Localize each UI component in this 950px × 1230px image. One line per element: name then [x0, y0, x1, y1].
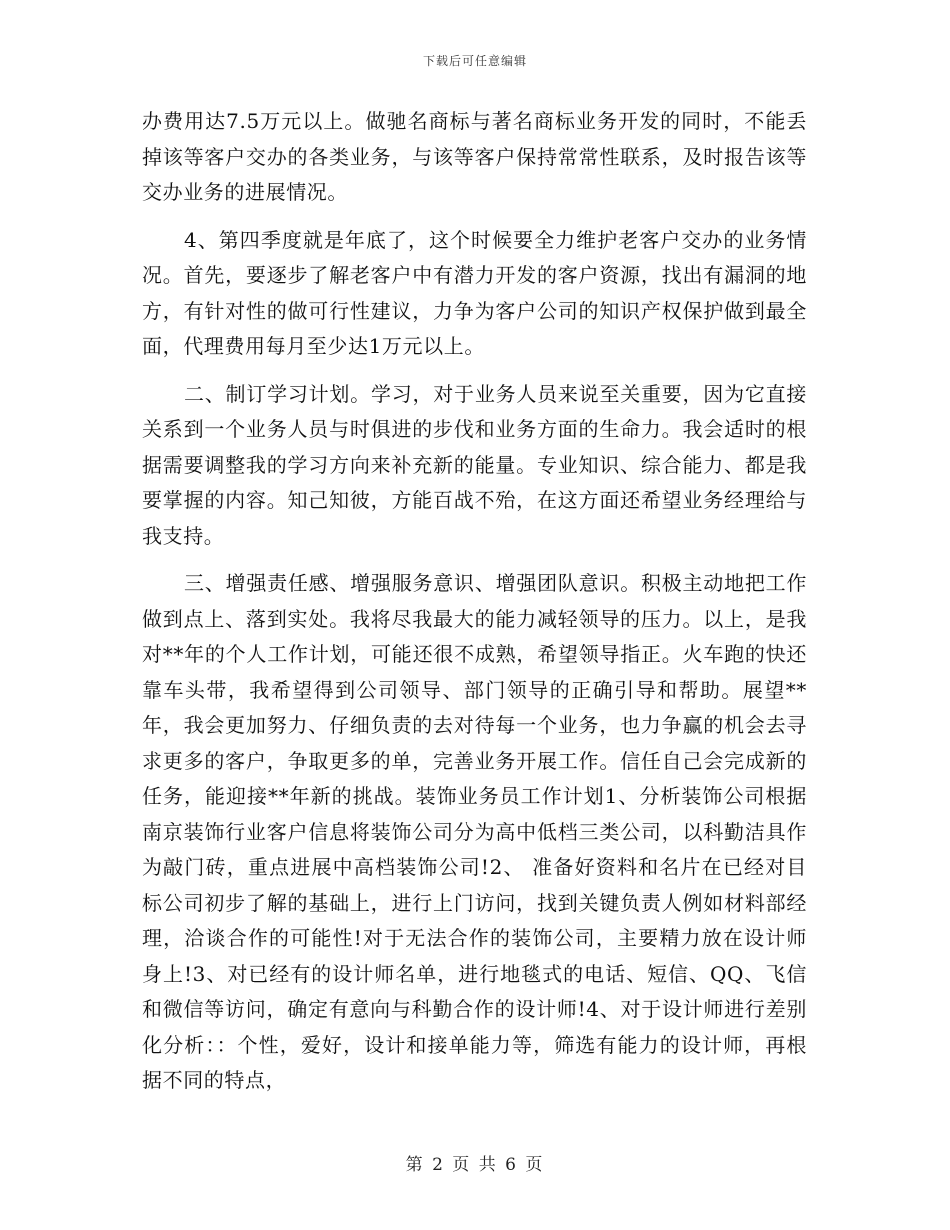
- page-header: 下载后可任意编辑: [422, 54, 527, 68]
- paragraph-4: 三、增强责任感、增强服务意识、增强团队意识。积极主动地把工作做到点上、落到实处。我将尽我最大的能力减轻领导的压力。以上，是我对**年的个人工作计划，可能还很不成熟，希望领导指正。火车跑的快还靠车头带，我希望得到公司领导、部门领导的正确引导和帮助。展望**年，我会更加努力、仔细负责的去对待每一个业务，也力争赢的机会去寻求更多的客户，争取更多的单，完善业务开展工作。信任自己会完成新的任务，能迎接**年新的挑战。装饰业务员工作计划1、分析装饰公司根据南京装饰行业客户信息将装饰公司分为高中低档三类公司，以科勤洁具作为敲门砖，重点进展中高档装饰公司!2、 准备好资料和名片在已经对目标公司初步了解的基础上，进行上门访问，找到关键负责人例如材料部经理，洽谈合作的可能性!对于无法合作的装饰公司，主要精力放在设计师身上!3、对已经有的设计师名单，进行地毯式的电话、短信、QQ、飞信和微信等访问，确定有意向与科勤合作的设计师!4、对于设计师进行差别化分析：：个性，爱好，设计和接单能力等，筛选有能力的设计师，再根据不同的特点，: [142, 571, 807, 1092]
- document-body: [142, 104, 807, 1099]
- paragraph-3: 二、制订学习计划。学习，对于业务人员来说至关重要，因为它直接关系到一个业务人员与时俱进的步伐和业务方面的生命力。我会适时的根据需要调整我的学习方向来补充新的能量。专业知识、综合能力、都是我要掌握的内容。知己知彼，方能百战不殆，在这方面还希望业务经理给与我支持。: [142, 381, 807, 548]
- paragraph-1: 办费用达7.5万元以上。做驰名商标与著名商标业务开发的同时，不能丢掉该等客户交办的各类业务，与该等客户保持常常性联系，及时报告该等交办业务的进展情况。: [142, 109, 807, 204]
- paragraph-2: 4、第四季度就是年底了，这个时候要全力维护老客户交办的业务情况。首先，要逐步了解老客户中有潜力开发的客户资源，找出有漏洞的地方，有针对性的做可行性建议，力争为客户公司的知识产权保护做到最全面，代理费用每月至少达1万元以上。: [142, 227, 807, 358]
- page-footer: 第 2 页 共 6 页: [405, 1155, 545, 1175]
